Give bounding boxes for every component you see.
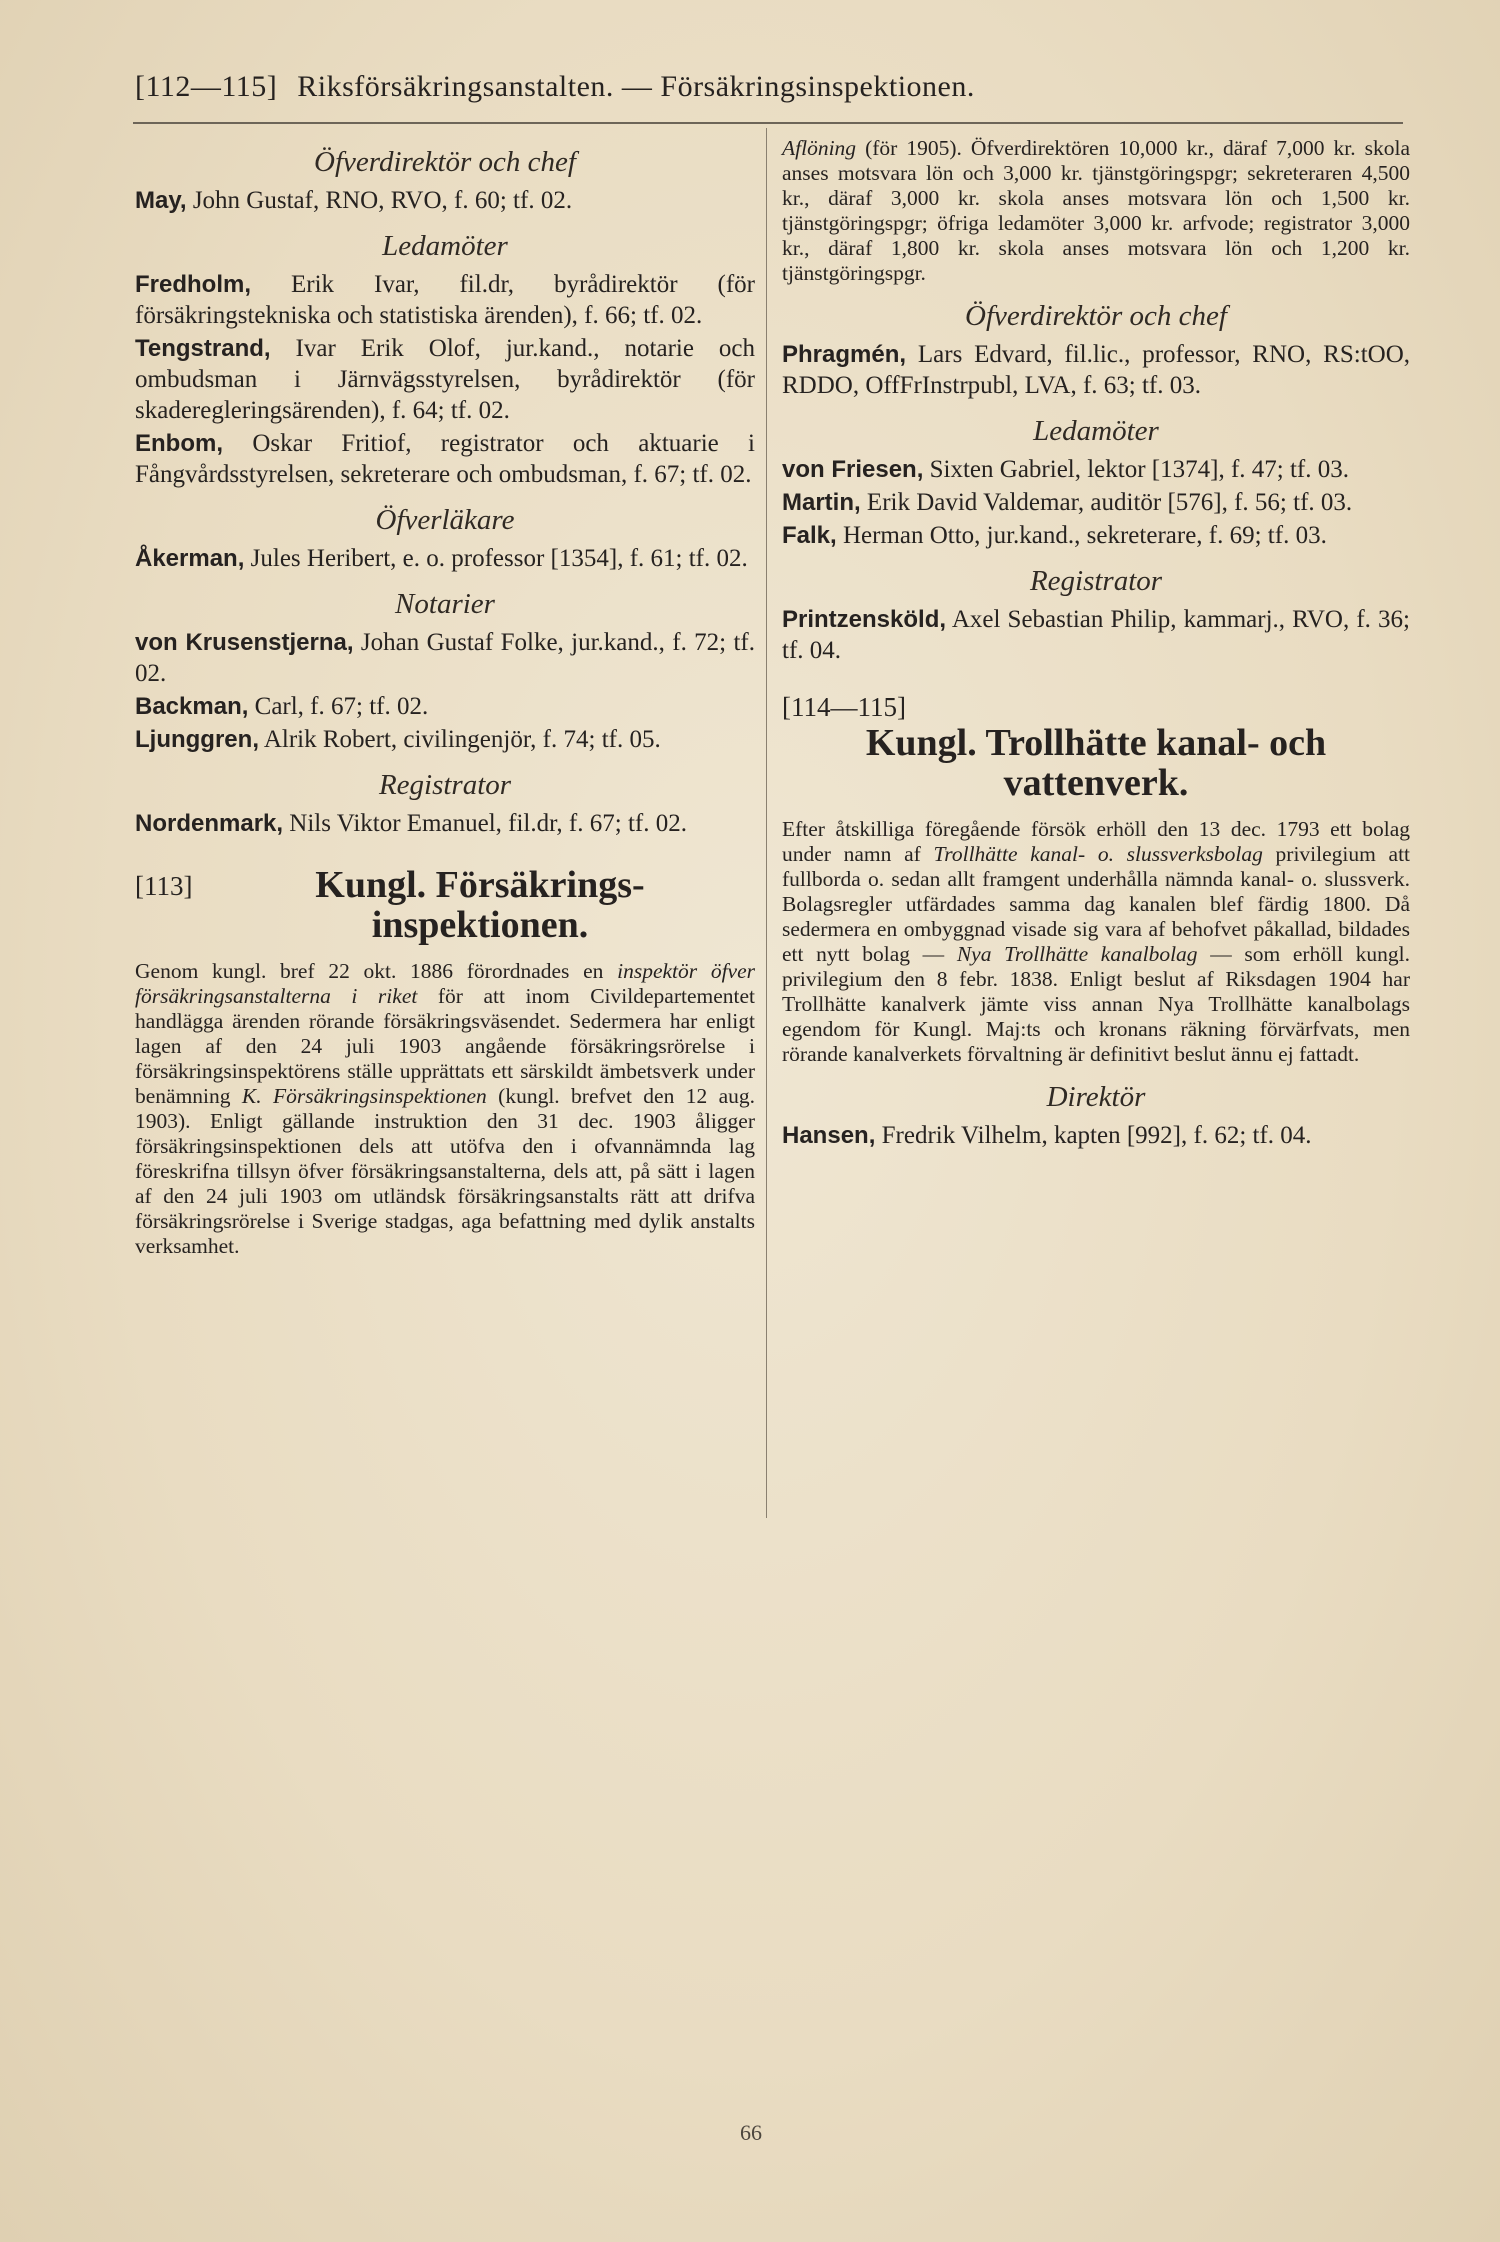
entry-name: Phragmén, xyxy=(782,341,907,368)
heading-114 xyxy=(782,692,1410,803)
page-number: 66 xyxy=(740,2120,762,2145)
section-heading-overdirector: Öfverdirektör och chef xyxy=(965,300,1227,332)
entry-name: May, xyxy=(135,187,187,214)
section-heading-members: Ledamöter xyxy=(382,230,508,262)
entry-tengstrand xyxy=(135,333,755,426)
paragraph-114 xyxy=(782,817,1410,1067)
entry-name: Fredholm, xyxy=(135,271,252,298)
section-heading-overdirector: Öfverdirektör och chef xyxy=(314,146,576,178)
entry-name: Backman, xyxy=(135,693,249,720)
section-title-114-line2: vattenverk. xyxy=(1003,762,1189,804)
para-italic: Trollhätte kanal- o. slussverksbolag xyxy=(933,842,1263,866)
para-text: (kungl. brefvet den 12 aug. 1903). Enligt gällande instruktion den 31 dec. 1903 åligger försäkringsinspektionen dels att utöfva den i ofvannämnda lag föreskrifna tillsyn öfver försäkringsanstalterna, dels att, på sätt i lagen af den 24 juli 1903 om utländsk försäkringsanstalts rätt att drifva försäkringsrörelse i Sverige stadgas, aga befattning med dylik anstalts verksamhet. xyxy=(135,1084,756,1258)
entry-martin xyxy=(782,487,1410,518)
entry-text: Erik David Valdemar, auditör [576], f. 56; tf. 03. xyxy=(866,489,1353,516)
entry-text: Fredrik Vilhelm, kapten [992], f. 62; tf. 04. xyxy=(881,1122,1312,1149)
entry-falk xyxy=(782,520,1410,551)
entry-printzenskold xyxy=(782,604,1410,666)
para-italic: inspektör öfver försäkringsanstalterna i riket xyxy=(135,959,756,1008)
entry-akerman xyxy=(135,543,755,574)
entry-friesen xyxy=(782,454,1410,485)
entry-text: Carl, f. 67; tf. 02. xyxy=(254,693,429,720)
entry-name: Ljunggren, xyxy=(135,726,259,753)
para-text: — som erhöll kungl. privilegium den 8 febr. 1838. Enligt beslut af Riksdagen 1904 har Trollhätte kanalverk jämte viss annan Nya Trollhätte kanalbolags egendom för Kungl. Maj:ts och kronans räkning förvärfvats, men rörande kanalverkets förvaltning är definitivt beslut ännu ej fattadt. xyxy=(782,942,1411,1066)
entry-ljunggren xyxy=(135,724,755,755)
entry-text: Axel Sebastian Philip, kammarj., RVO, f. 36; tf. 04. xyxy=(782,606,1411,664)
entry-text: John Gustaf, RNO, RVO, f. 60; tf. 02. xyxy=(192,187,573,214)
section-heading-director: Direktör xyxy=(1046,1081,1146,1113)
section-heading-notaries: Notarier xyxy=(395,588,495,620)
entry-text: Johan Gustaf Folke, jur.kand., f. 72; tf. 02. xyxy=(135,629,756,687)
entry-text: Jules Heribert, e. o. professor [1354], f. 61; tf. 02. xyxy=(250,545,748,572)
section-heading-registrar: Registrator xyxy=(378,769,512,801)
entry-hansen xyxy=(782,1120,1410,1151)
section-title-114-line1: Kungl. Trollhätte kanal- och xyxy=(865,722,1327,764)
entry-text: Nils Viktor Emanuel, fil.dr, f. 67; tf. 02. xyxy=(289,810,687,837)
entry-name: Tengstrand, xyxy=(135,335,271,362)
entry-nordenmark xyxy=(135,808,755,839)
entry-name: von Krusenstjerna, xyxy=(135,629,354,656)
entry-name: Nordenmark, xyxy=(135,810,284,837)
entry-may xyxy=(135,185,755,216)
header-rule xyxy=(133,122,1403,124)
entry-name: Martin, xyxy=(782,489,861,516)
section-title-113-line2: inspektionen. xyxy=(371,904,589,946)
column-divider xyxy=(766,128,767,1518)
entry-enbom xyxy=(135,428,755,490)
entry-name: Hansen, xyxy=(782,1122,876,1149)
para-text: för att inom Civildepartementet handlägga ärenden rörande försäkringsväsendet. Sedermera har enligt lagen af den 24 juli 1903 angående försäkringsrörelse i försäkringsinspektörens ställe upprättats ett särskildt ämbetsverk under benämning xyxy=(135,984,755,1108)
entry-name: von Friesen, xyxy=(782,456,924,483)
right-column xyxy=(782,132,1410,1153)
entry-text: Alrik Robert, civilingenjör, f. 74; tf. 05. xyxy=(263,726,661,753)
para-text: privilegium att fullborda o. sedan allt framgent underhålla nämnda kanal- o. slussverk. Bolagsregler utfärdades samma dag kanalen blef färdig 1800. Då sedermera en ombyggnad visade sig vara af behofvet påkallad, bildades ett nytt bolag — xyxy=(782,842,1411,966)
entry-name: Printzensköld, xyxy=(782,606,947,633)
heading-113 xyxy=(135,865,755,945)
running-header xyxy=(135,70,1395,104)
entry-text: Herman Otto, jur.kand., sekreterare, f. 69; tf. 03. xyxy=(842,522,1327,549)
entry-text: Lars Edvard, fil.lic., professor, RNO, RS:tOO, RDDO, OffFrInstrpubl, LVA, f. 63; tf. 03. xyxy=(782,341,1411,399)
section-ref-114: [114—115] xyxy=(782,692,906,722)
entry-text: Sixten Gabriel, lektor [1374], f. 47; tf. 03. xyxy=(929,456,1349,483)
section-heading-registrar: Registrator xyxy=(1029,565,1163,597)
para-italic: K. Försäkringsinspektionen xyxy=(241,1084,487,1108)
entry-fredholm xyxy=(135,269,755,331)
paragraph-113 xyxy=(135,959,755,1259)
para-text: Efter åtskilliga föregående försök erhöll den 13 dec. 1793 ett bolag under namn af xyxy=(782,817,1410,866)
left-column xyxy=(135,132,755,1259)
entry-name: Falk, xyxy=(782,522,837,549)
entry-text: Erik Ivar, fil.dr, byrådirektör (för försäkringstekniska och statistiska ärenden), f. 66; tf. 02. xyxy=(135,271,756,329)
section-title-113-line1: Kungl. Försäkrings- xyxy=(315,864,645,906)
para-italic: Nya Trollhätte kanalbolag xyxy=(956,942,1198,966)
entry-krusenstjerna xyxy=(135,627,755,689)
entry-text: Oskar Fritiof, registrator och aktuarie i Fångvårdsstyrelsen, sekreterare och ombudsman, f. 67; tf. 02. xyxy=(135,430,755,488)
para-italic: Aflöning xyxy=(782,136,857,160)
entry-name: Åkerman, xyxy=(135,545,245,572)
entry-text: Ivar Erik Olof, jur.kand., notarie och ombudsman i Järnvägsstyrelsen, byrådirektör (för skaderegleringsärenden), f. 64; tf. 02. xyxy=(135,335,756,424)
paragraph-salary xyxy=(782,136,1410,286)
entry-phragmen xyxy=(782,339,1410,401)
section-heading-members: Ledamöter xyxy=(1033,415,1159,447)
entry-backman xyxy=(135,691,755,722)
para-text: Genom kungl. bref 22 okt. 1886 förordnades en xyxy=(135,959,604,983)
header-title: Riksförsäkringsanstalten. — Försäkringsinspektionen. xyxy=(297,70,975,103)
header-page-ref: [112—115] xyxy=(135,70,278,103)
entry-name: Enbom, xyxy=(135,430,223,457)
section-ref-113: [113] xyxy=(135,871,193,901)
section-heading-chief-physician: Öfverläkare xyxy=(375,504,515,536)
para-text: (för 1905). Öfverdirektören 10,000 kr., däraf 7,000 kr. skola anses motsvara lön och 3,000 kr. tjänstgöringspgr; sekreteraren 4,500 kr., däraf 3,000 kr. skola anses motsvara lön och 1,500 kr. tjänstgöringspgr; öfriga ledamöter 3,000 kr. arfvode; registrator 3,000 kr., däraf 1,800 kr. skola anses motsvara lön och 1,200 kr. tjänstgöringspgr. xyxy=(782,136,1410,285)
